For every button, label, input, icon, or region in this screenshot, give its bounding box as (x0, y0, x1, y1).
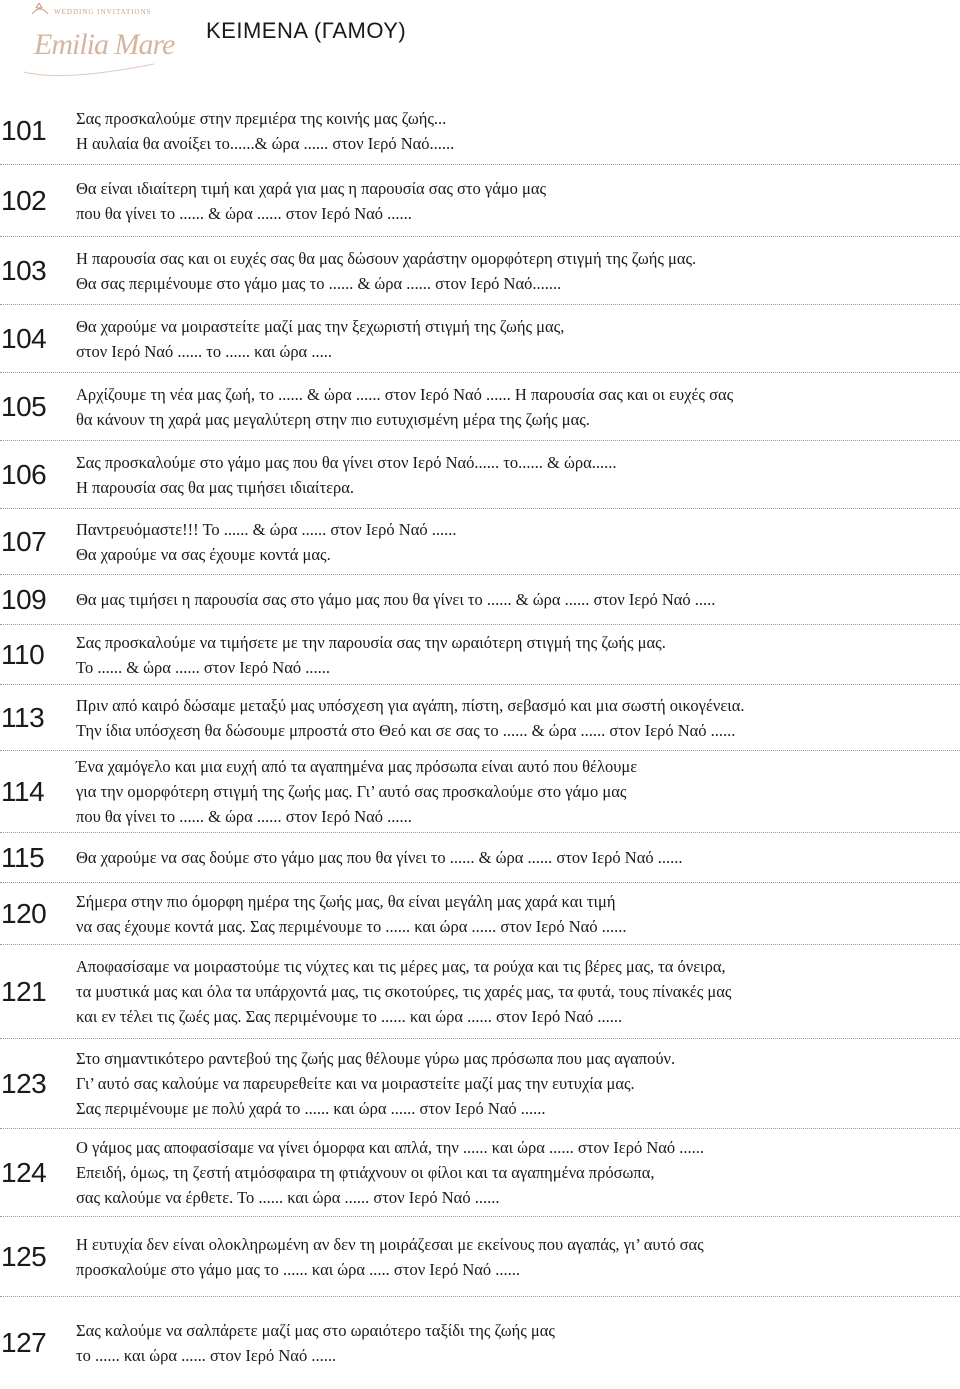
entry-text (73, 382, 960, 432)
text-entry (0, 1217, 960, 1297)
entry-text-line: Η ευτυχία δεν είναι ολοκληρωμένη αν δεν τη μοιράζεσαι με εκείνους που αγαπάς, γι’ αυτό σας (76, 1234, 704, 1254)
entry-number: 113 (1, 701, 45, 733)
entry-text (73, 517, 960, 567)
entry-text-line: το ...... και ώρα ...... στον Ιερό Ναό ...... (76, 1346, 337, 1365)
entry-number: 107 (1, 525, 47, 557)
text-entry (0, 1297, 960, 1389)
entry-number: 101 (1, 114, 47, 146)
entry-text (73, 754, 960, 829)
entry-text-line: Θα χαρούμε να σας έχουμε κοντά μας. (76, 544, 331, 564)
entry-text-line: Ο γάμος μας αποφασίσαμε να γίνει όμορφα και απλά, την ...... και ώρα ...... στον Ιερό Ναό ...... (76, 1138, 704, 1157)
entry-text-line: Σας καλούμε να σαλπάρετε μαζί μας στο ωραιότερο ταξίδι της ζωής μας (76, 1321, 555, 1340)
entry-text-line: Ένα χαμόγελο και μια ευχή από τα αγαπημένα μας πρόσωπα είναι αυτό που θέλουμε (76, 757, 638, 776)
entry-number: 114 (1, 775, 45, 807)
text-entry (0, 833, 960, 883)
entry-text (73, 1232, 960, 1282)
entry-text (73, 246, 960, 296)
entry-text-line: για την ομορφότερη στιγμή της ζωής μας. Γι’ αυτό σας προσκαλούμε στο γάμο μας (76, 782, 627, 801)
logo-wordmark: Emilia Mare (34, 28, 175, 61)
text-entry (0, 305, 960, 373)
entry-text-line: Αποφασίσαμε να μοιραστούμε τις νύχτες και τις μέρες μας, τα ρούχα και τις βέρες μας, τα όνειρα, (76, 957, 726, 976)
entry-text-line: Πριν από καιρό δώσαμε μεταξύ μας υπόσχεση για αγάπη, πίστη, σεβασμό και μια σωστή οικογένεια. (76, 695, 745, 715)
entry-text-line: Σας προσκαλούμε στο γάμο μας που θα γίνει στον Ιερό Ναό...... το...... & ώρα...... (76, 452, 617, 472)
entry-text-line: Σας περιμένουμε με πολύ χαρά το ...... και ώρα ...... στον Ιερό Ναό ...... (76, 1099, 546, 1118)
entry-number: 110 (1, 638, 45, 670)
text-entry (0, 883, 960, 945)
entry-text (73, 889, 960, 939)
text-entry (0, 509, 960, 575)
page-title: ΚΕΙΜΕΝΑ (ΓΑΜΟΥ) (206, 18, 407, 43)
entry-text-line: Θα σας περιμένουμε στο γάμο μας το ...... & ώρα ...... στον Ιερό Ναό....... (76, 273, 562, 293)
entry-text (73, 1318, 960, 1368)
entry-text-line: που θα γίνει το ...... & ώρα ...... στον Ιερό Ναό ...... (76, 807, 412, 826)
entry-text (73, 845, 960, 870)
entry-text (73, 314, 960, 364)
text-entry (0, 1039, 960, 1129)
entry-text (73, 450, 960, 500)
entry-text (73, 1135, 960, 1210)
entry-text-line: Θα είναι ιδιαίτερη τιμή και χαρά για μας η παρουσία σας στο γάμο μας (76, 178, 547, 198)
text-entry (0, 945, 960, 1039)
entry-text (73, 106, 960, 156)
entry-text-line: σας καλούμε να έρθετε. Το ...... και ώρα ...... στον Ιερό Ναό ...... (76, 1188, 500, 1207)
text-entry (0, 1129, 960, 1217)
entry-text-line: προσκαλούμε στο γάμο μας το ...... και ώρα ..... στον Ιερό Ναό ...... (76, 1259, 521, 1279)
invitation-text-list (0, 97, 960, 1389)
entry-text-line: Το ...... & ώρα ...... στον Ιερό Ναό ...... (76, 657, 330, 677)
entry-number: 102 (1, 184, 47, 216)
entry-text (73, 176, 960, 226)
brand-logo (14, 0, 175, 95)
entry-text (73, 587, 960, 612)
entry-text (73, 954, 960, 1029)
entry-text-line: Θα χαρούμε να σας δούμε στο γάμο μας που θα γίνει το ...... & ώρα ...... στον Ιερό Ναό ...... (76, 848, 683, 867)
text-entry (0, 237, 960, 305)
entry-number: 125 (1, 1240, 47, 1272)
entry-text-line: Παντρευόμαστε!!! Το ...... & ώρα ...... στον Ιερό Ναό ...... (76, 519, 457, 539)
entry-text-line: Η παρουσία σας και οι ευχές σας θα μας δώσουν χαράστην ομορφότερη στιγμή της ζωής μας. (76, 248, 697, 268)
text-entry (0, 373, 960, 441)
entry-text-line: Την ίδια υπόσχεση θα δώσουμε μπροστά στο Θεό και σε σας το ...... & ώρα ...... στον Ιερό Ναό ...... (76, 720, 736, 740)
text-entry (0, 165, 960, 237)
text-entry (0, 97, 960, 165)
entry-text-line: Αρχίζουμε τη νέα μας ζωή, το ...... & ώρα ...... στον Ιερό Ναό ...... Η παρουσία σας και οι ευχές σας (76, 384, 734, 404)
entry-text-line: Θα χαρούμε να μοιραστείτε μαζί μας την ξεχωριστή στιγμή της ζωής μας, (76, 316, 565, 336)
entry-text-line: Στο σημαντικότερο ραντεβού της ζωής μας θέλουμε γύρω μας πρόσωπα που μας αγαπούν. (76, 1049, 676, 1068)
entry-number: 109 (1, 583, 47, 615)
entry-text-line: Η αυλαία θα ανοίξει το......& ώρα ...... στον Ιερό Ναό...... (76, 133, 455, 153)
text-entry (0, 685, 960, 751)
entry-text (73, 693, 960, 743)
entry-number: 124 (1, 1156, 47, 1188)
entry-number: 123 (1, 1067, 47, 1099)
entry-number: 104 (1, 322, 47, 354)
entry-number: 105 (1, 390, 47, 422)
page-header (0, 0, 960, 95)
entry-text-line: που θα γίνει το ...... & ώρα ...... στον Ιερό Ναό ...... (76, 203, 412, 223)
text-entry (0, 751, 960, 833)
entry-number: 106 (1, 458, 47, 490)
text-entry (0, 441, 960, 509)
entry-text-line: Γι’ αυτό σας καλούμε να παρευρεθείτε και να μοιραστείτε μαζί μας την ευτυχία μας. (76, 1074, 635, 1093)
entry-text-line: Σας προσκαλούμε στην πρεμιέρα της κοινής μας ζωής... (76, 108, 447, 128)
entry-text-line: θα κάνουν τη χαρά μας μεγαλύτερη στην πιο ευτυχισμένη μέρα της ζωής μας. (76, 409, 590, 429)
entry-text-line: και εν τέλει τις ζωές μας. Σας περιμένουμε το ...... και ώρα ...... στον Ιερό Ναό ...... (76, 1007, 623, 1026)
entry-text-line: Σας προσκαλούμε να τιμήσετε με την παρουσία σας την ωραιότερη στιγμή της ζωής μας. (76, 632, 666, 652)
entry-text (73, 1046, 960, 1121)
entry-text-line: τα μυστικά μας και όλα τα υπάρχοντά μας, τις σκοτούρες, τις χαρές μας, τα φυτά, τους πίνακές μας (76, 982, 732, 1001)
entry-number: 103 (1, 254, 47, 286)
text-entry (0, 575, 960, 625)
entry-number: 121 (1, 975, 47, 1007)
entry-number: 115 (1, 841, 45, 873)
entry-number: 127 (1, 1327, 47, 1358)
entry-text-line: στον Ιερό Ναό ...... το ...... και ώρα ..... (76, 341, 332, 361)
logo-tagline: WEDDING INVITATIONS (54, 8, 152, 16)
entry-text-line: να σας έχουμε κοντά μας. Σας περιμένουμε το ...... και ώρα ...... στον Ιερό Ναό ...... (76, 916, 627, 936)
entry-text-line: Σήμερα στην πιο όμορφη ημέρα της ζωής μας, θα είναι μεγάλη μας χαρά και τιμή (76, 891, 616, 911)
entry-text (73, 630, 960, 680)
entry-number: 120 (1, 897, 47, 929)
entry-text-line: Η παρουσία σας θα μας τιμήσει ιδιαίτερα. (76, 477, 355, 497)
entry-text-line: Θα μας τιμήσει η παρουσία σας στο γάμο μας που θα γίνει το ...... & ώρα ...... στον Ιερό Ναό ..... (76, 590, 716, 609)
text-entry (0, 625, 960, 685)
entry-text-line: Επειδή, όμως, τη ζεστή ατμόσφαιρα τη φτιάχνουν οι φίλοι και τα αγαπημένα πρόσωπα, (76, 1163, 655, 1182)
